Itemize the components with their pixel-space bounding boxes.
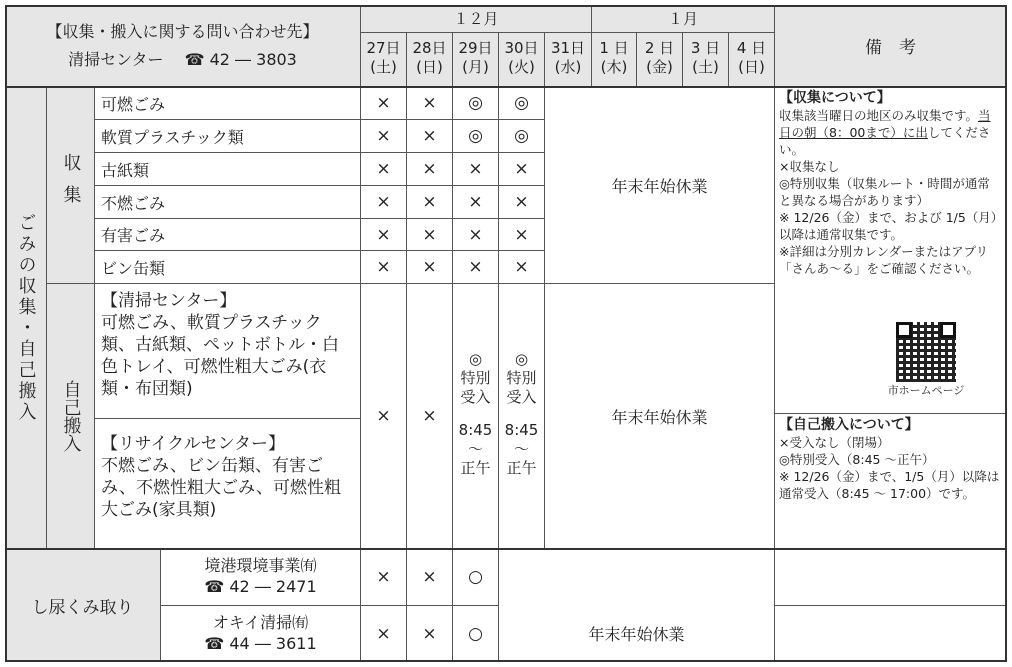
septic-label: し尿くみ取り [5,549,161,662]
special-to: 正午 [506,459,537,477]
day-number: 1 日 [599,39,629,57]
collection-mark: ◎ [499,120,545,153]
day-header [499,33,545,87]
qr-block [886,320,966,399]
center-items: 可燃ごみ、軟質プラスチック類、古紙類、ペットボトル・白色トレイ、可燃性粗大ごみ(衣類・布団類) [101,313,339,399]
notes-self-2: ◎特別受入（8:45 ～正午） [779,452,935,467]
recycle-items: 不燃ごみ、ビン缶類、有害ごみ、不燃性粗大ごみ、可燃性粗大ごみ(家具類) [101,456,342,520]
header-divider [5,86,1007,88]
day-weekday: (水) [554,58,582,76]
collection-mark: × [499,153,545,186]
collection-item: 軟質プラスチック類 [95,120,361,153]
collection-mark: × [453,251,499,284]
notes-self-3: ※ 12/26（金）まで、1/5（月）以降は通常受入（8:45 ～ 17:00）です。 [779,469,1000,501]
contact-name: 清掃センター [68,50,164,69]
self-label-cell [47,284,95,549]
month-january: １月 [592,5,775,33]
recycle-cell [95,419,361,549]
day-weekday: (金) [646,58,673,76]
contact-phone: ☎ 42 ― 3803 [184,50,297,69]
septic-company [161,549,361,606]
notes-self-1: ×受入なし（閉場） [779,435,890,450]
day-weekday: (日) [738,58,765,76]
collection-item: 有害ごみ [95,219,361,251]
collection-mark: ◎ [453,87,499,120]
day-header [545,33,592,87]
septic-company-name: オキイ清掃㈲ [212,613,309,632]
remarks-header: 備 考 [775,5,1007,87]
day-number: 30日 [504,39,539,57]
day-number: 27日 [366,39,401,57]
collection-mark: × [361,251,407,284]
day-number: 2 日 [644,39,675,57]
septic-mark: ○ [453,549,499,606]
collection-mark: ◎ [499,87,545,120]
day-weekday: (月) [462,58,489,76]
special-from: 8:45 [504,421,539,439]
septic-mark: × [361,606,407,662]
day-weekday: (火) [508,58,535,76]
collection-holiday: 年末年始休業 [545,87,775,284]
day-header [453,33,499,87]
day-weekday: (土) [370,58,397,76]
day-number: 28日 [412,39,447,57]
center-cell [95,284,361,419]
section-title-cell [5,87,47,549]
self-mark-27: × [361,284,407,549]
self-holiday: 年末年始休業 [545,284,775,549]
collection-mark: × [499,219,545,251]
septic-note-2 [775,606,1007,662]
collection-label-cell [47,87,95,284]
notes-collect-1b: 当日の朝（8：00まで）に出 [779,108,991,140]
day-header [683,33,729,87]
collection-mark: × [453,153,499,186]
collection-mark: × [499,186,545,219]
collection-mark: × [499,251,545,284]
collection-mark: ◎ [453,120,499,153]
notes-collect-1a: 収集該当曜日の地区のみ収集です。 [779,108,979,123]
collection-mark: × [361,153,407,186]
day-number: 29日 [458,39,493,57]
special-wave: ～ [467,440,483,458]
collection-mark: × [453,186,499,219]
collection-item: 不燃ごみ [95,186,361,219]
special-mark: ◎ [514,350,529,368]
collection-mark: × [407,153,453,186]
qr-code-icon [896,322,956,382]
section-title: ごみの収集・自己搬入 [15,212,37,423]
collection-label: 収集 [60,153,82,217]
notes-collect-title: 【収集について】 [779,90,891,106]
collection-mark: × [407,186,453,219]
day-number: 31日 [550,39,586,57]
qr-label: 市ホームページ [887,384,965,397]
septic-divider [5,548,1007,550]
special-to: 正午 [460,459,491,477]
day-header [592,33,637,87]
collection-item: 可燃ごみ [95,87,361,120]
septic-mark: × [407,549,453,606]
collection-mark: × [453,219,499,251]
collection-mark: × [407,120,453,153]
day-header [407,33,453,87]
special-wave: ～ [513,440,529,458]
septic-mark: ○ [453,606,499,662]
contact-cell [5,5,361,87]
collection-mark: × [407,219,453,251]
septic-company-phone: ☎ 44 ― 3611 [204,634,317,653]
septic-company [161,606,361,662]
special-label: 特別受入 [460,369,491,406]
day-header [637,33,683,87]
notes-self-title: 【自己搬入について】 [779,417,919,433]
notes-collect-4: ※ 12/26（金）まで、および 1/5（月）以降は通常収集です。 [779,210,998,242]
self-special-30 [499,284,545,549]
collection-mark: × [361,186,407,219]
day-number: 4 日 [736,39,767,57]
month-december: １２月 [361,5,592,33]
septic-holiday-top [499,549,775,606]
septic-company-name: 境港環境事業㈲ [204,556,317,575]
special-label: 特別受入 [506,369,537,406]
day-number: 3 日 [690,39,721,57]
day-weekday: (土) [692,58,719,76]
recycle-title: 【リサイクルセンター】 [101,434,285,454]
septic-mark: × [361,549,407,606]
notes-collection [775,87,1007,414]
septic-company-phone: ☎ 42 ― 2471 [204,577,317,596]
day-weekday: (日) [416,58,443,76]
notes-collect-5: ※詳細は分別カレンダーまたはアプリ「さんあ～る」をご確認ください。 [779,244,989,276]
collection-mark: × [407,251,453,284]
special-mark: ◎ [468,350,483,368]
center-title: 【清掃センター】 [101,291,237,311]
collection-item: 古紙類 [95,153,361,186]
notes-self [775,414,1007,549]
septic-mark: × [407,606,453,662]
day-header [361,33,407,87]
septic-holiday: 年末年始休業 [499,606,775,662]
contact-title: 【収集・搬入に関する問い合わせ先】 [46,22,319,41]
collection-mark: × [361,219,407,251]
notes-collect-1c: してください。 [779,125,991,157]
collection-mark: × [407,87,453,120]
collection-item: ビン缶類 [95,251,361,284]
notes-collect-2: ×収集なし [779,159,840,174]
collection-mark: × [361,120,407,153]
day-weekday: (木) [600,58,628,76]
collection-mark: × [361,87,407,120]
septic-note-1 [775,549,1007,606]
self-label: 自己搬入 [60,380,82,452]
self-special-29 [453,284,499,549]
special-from: 8:45 [458,421,493,439]
day-header [729,33,775,87]
notes-collect-3: ◎特別収集（収集ルート・時間が通常と異なる場合があります） [779,176,990,208]
self-mark-28: × [407,284,453,549]
